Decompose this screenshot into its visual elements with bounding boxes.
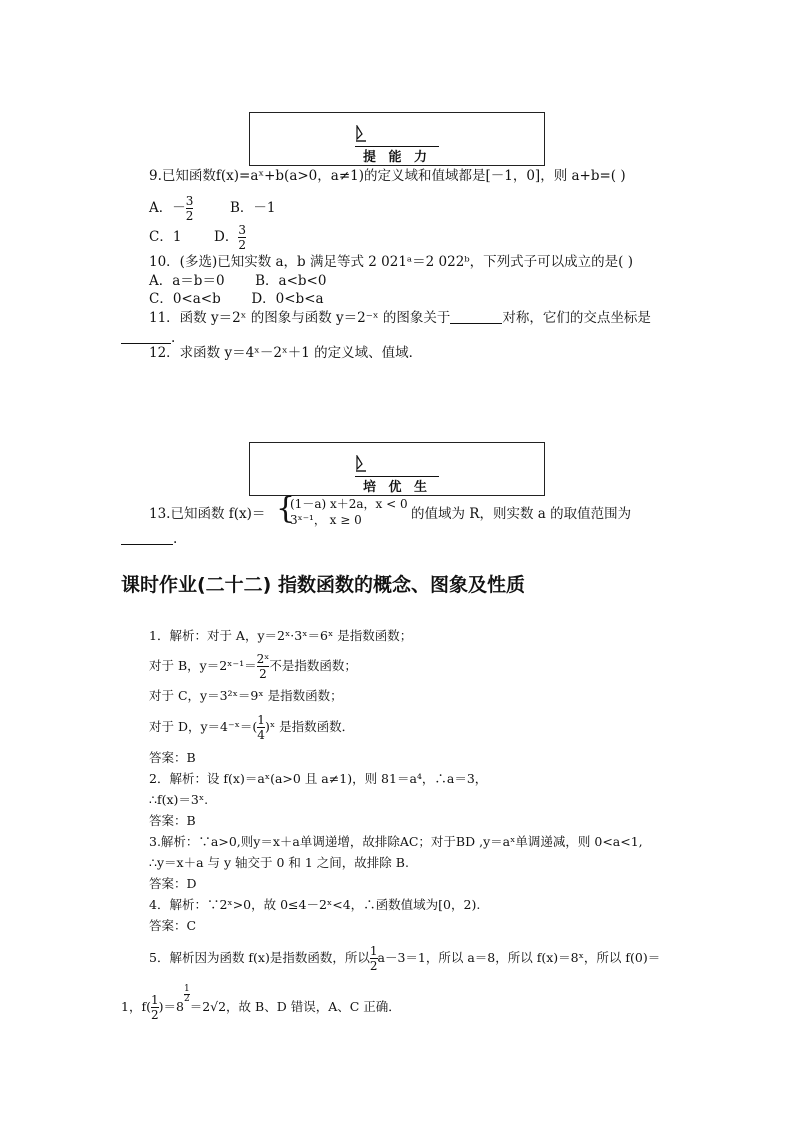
q11-line2 bbox=[121, 332, 175, 346]
q9-option-a-fraction: $\frac{3}{2}$ bbox=[185, 194, 194, 223]
q9-option-a-prefix: A．－ bbox=[149, 200, 186, 216]
answer-2-line-2: ∴f(x)＝3ˣ. bbox=[149, 792, 209, 807]
q9-option-d-prefix: D． bbox=[214, 229, 239, 245]
pen-icon bbox=[354, 125, 368, 143]
q13-case-2: 3ˣ⁻¹， x ≥ 0 bbox=[290, 513, 362, 527]
q10-option-b: B．a<b<0 bbox=[255, 273, 327, 289]
q11-text-b: 对称，它们的交点坐标是 bbox=[502, 310, 651, 326]
q13-blank bbox=[121, 544, 173, 545]
section-box-ti-neng-li bbox=[249, 112, 545, 166]
answer-1-line-2: 对于 B，y＝2ˣ⁻¹＝ $\frac{\text{2ˣ}}{2}$ 不是指数函数； bbox=[149, 652, 357, 681]
answer-5b-exponent: $\frac{1}{2}$ bbox=[183, 984, 190, 1004]
box-rule bbox=[355, 146, 439, 147]
q13-suffix: 的值域为 R，则实数 a 的取值范围为 bbox=[411, 506, 632, 522]
answer-3-line-1: 3.解析：∵a>0,则y＝x＋a单调递增，故排除AC；对于BD ,y＝aˣ单调递减，则 0<a<1, bbox=[149, 834, 643, 849]
q10-option-d: D．0<b<a bbox=[251, 291, 324, 307]
answer-1b-fraction: $\frac{\text{2ˣ}}{2}$ bbox=[256, 652, 270, 681]
answer-2-line-1: 2．解析：设 f(x)＝aˣ(a>0 且 a≠1)，则 81＝a⁴，∴a＝3， bbox=[149, 771, 488, 786]
q13-end: . bbox=[173, 531, 178, 547]
answer-5-fraction: $\frac{1}{2}$ bbox=[369, 944, 378, 973]
answer-3-result: 答案：D bbox=[149, 876, 197, 891]
box-rule bbox=[355, 476, 439, 477]
q13-prefix: 13.已知函数 f(x)＝ bbox=[149, 506, 266, 522]
q10-options-ab bbox=[149, 275, 326, 289]
q11-end: . bbox=[171, 330, 176, 346]
section-title: 培 优 生 bbox=[362, 480, 432, 495]
answer-1-line-4: 对于 D，y＝4⁻ˣ＝( $\frac{1}{4}$ )ˣ 是指数函数． bbox=[149, 713, 355, 742]
q10-options-cd bbox=[149, 293, 324, 307]
answer-1-line-1: 1．解析：对于 A，y＝2ˣ·3ˣ＝6ˣ 是指数函数； bbox=[149, 628, 413, 643]
q10-option-c: C．0<a<b bbox=[149, 291, 221, 307]
answer-5b-fraction: $\frac{1}{2}$ bbox=[150, 993, 159, 1022]
section-title: 提 能 力 bbox=[362, 150, 432, 165]
q10-option-a: A．a＝b＝0 bbox=[149, 273, 225, 289]
q9-stem: 9.已知函数f(x)=aˣ+b(a>0，a≠1)的定义域和值域都是[－1，0]，则 a+b=( ) bbox=[149, 168, 626, 184]
q9-option-b: B．－1 bbox=[229, 200, 276, 216]
q13-line2 bbox=[121, 533, 177, 547]
q13-left-brace: { bbox=[276, 491, 296, 526]
q11-text-a: 11．函数 y＝2ˣ 的图象与函数 y＝2⁻ˣ 的图象关于 bbox=[149, 310, 451, 326]
q9-options-ab bbox=[149, 194, 276, 223]
page-heading: 课时作业(二十二) 指数函数的概念、图象及性质 bbox=[121, 574, 525, 596]
q9-option-d-fraction: $\frac{3}{2}$ bbox=[238, 223, 246, 252]
answer-2-result: 答案：B bbox=[149, 813, 196, 828]
answer-5-line-2: 1，f( $\frac{1}{2}$ )＝8 $\frac{1}{2}$ ＝2√2，故 B、D 错误，A、C 正确． bbox=[121, 984, 401, 1022]
answer-4-result: 答案：C bbox=[149, 918, 197, 933]
answer-1-line-3: 对于 C，y＝3²ˣ＝9ˣ 是指数函数； bbox=[149, 688, 343, 703]
q10-stem: 10．(多选)已知实数 a，b 满足等式 2 021ᵃ＝2 022ᵇ，下列式子可以成立的是( ) bbox=[149, 254, 634, 270]
answer-1-result: 答案：B bbox=[149, 750, 196, 765]
q11-stem bbox=[149, 312, 651, 326]
answer-3-line-2: ∴y＝x＋a 与 y 轴交于 0 和 1 之间，故排除 B. bbox=[149, 855, 409, 870]
section-box-pei-you-sheng bbox=[249, 442, 545, 496]
q11-blank-1 bbox=[450, 323, 502, 324]
answer-4-line-1: 4．解析：∵2ˣ>0，故 0≤4－2ˣ<4，∴函数值域为[0，2). bbox=[149, 897, 481, 912]
q9-option-c: C．1 bbox=[149, 229, 182, 245]
q12-stem: 12．求函数 y＝4ˣ－2ˣ＋1 的定义域、值域． bbox=[149, 345, 423, 361]
q11-blank-2 bbox=[121, 343, 171, 344]
q9-options-cd bbox=[149, 223, 246, 252]
q13-case-1: (1－a) x＋2a，x < 0 bbox=[290, 497, 408, 511]
answer-5-line-1: 5．解析因为函数 f(x)是指数函数，所以 $\frac{1}{2}$ a－3＝1，所以 a＝8，所以 f(x)＝8ˣ，所以 f(0)＝ bbox=[149, 944, 661, 973]
answer-1d-fraction: $\frac{1}{4}$ bbox=[257, 713, 265, 742]
pen-icon bbox=[354, 455, 368, 473]
